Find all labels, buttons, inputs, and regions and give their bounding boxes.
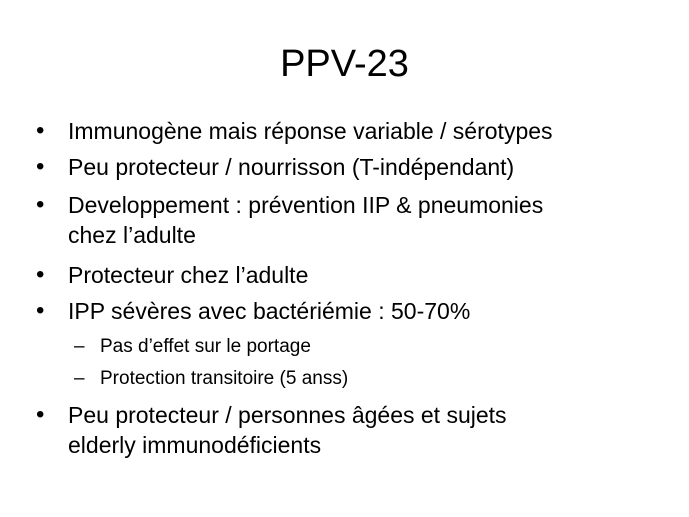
bullet-marker: •: [36, 297, 45, 324]
bullet-marker: •: [36, 153, 45, 180]
bullet-text: Peu protecteur / nourrisson (T-indépendant): [68, 154, 515, 180]
bullet-text: Immunogène mais réponse variable / sérotypes: [68, 118, 553, 144]
sub-bullet-text: Pas d’effet sur le portage: [100, 336, 311, 357]
bullet-text-line-2: chez l’adulte: [68, 222, 196, 248]
sub-bullet-text: Protection transitoire (5 anss): [100, 368, 349, 389]
bullet-text-line-1: Developpement : prévention IIP & pneumonies: [68, 192, 544, 218]
slide-title: PPV-23: [280, 43, 409, 85]
bullet-marker: •: [36, 117, 45, 144]
sub-bullet-marker: –: [74, 368, 85, 389]
bullet-marker: •: [36, 261, 45, 288]
sub-bullet-marker: –: [74, 336, 85, 357]
bullet-marker: •: [36, 191, 45, 218]
bullet-text-line-1: Peu protecteur / personnes âgées et sujets: [68, 402, 507, 428]
bullet-text-line-2: elderly immunodéficients: [68, 432, 322, 458]
bullet-marker: •: [36, 401, 45, 428]
bullet-text: IPP sévères avec bactériémie : 50-70%: [68, 298, 471, 324]
bullet-text: Protecteur chez l’adulte: [68, 262, 309, 288]
